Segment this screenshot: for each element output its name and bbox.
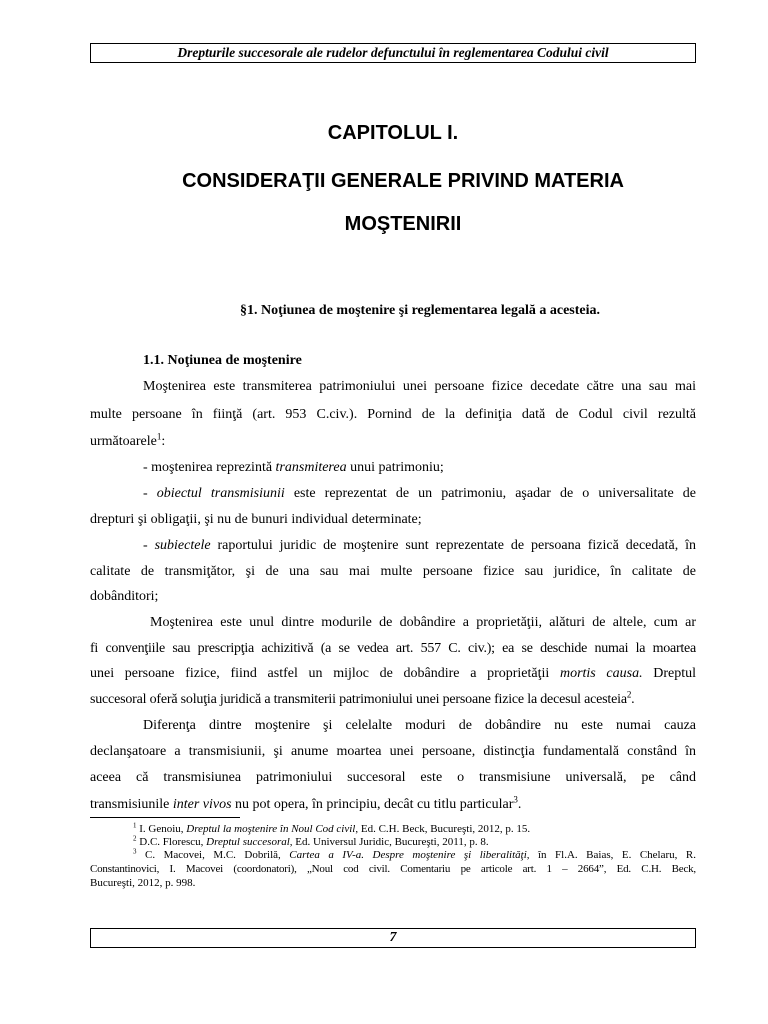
chapter-title-line2: MOŞTENIRII <box>344 213 462 235</box>
list-item: - subiectele raportului juridic de moştenire sunt reprezentate de persoana fizică decedată, în <box>143 538 696 553</box>
footnote-1: $^1$ I. Genoiu, Dreptul la moştenire în Noul Cod civil, Ed. C.H. Beck, Bucureşti, 2012, p. 15. <box>133 821 531 835</box>
list-item: - moştenirea reprezintă transmiterea unui patrimoniu; <box>143 460 444 475</box>
paragraph-line: fi convenţiile sau prescripţia achizitivă (a se vedea art. 557 C. civ.); ea se deschide numai la moartea <box>90 641 696 656</box>
paragraph-line: aceea că transmisiunea patrimoniului succesoral este o transmisiune universală, pe când <box>90 770 696 785</box>
list-item-continuation: drepturi şi obligaţii, şi nu de bunuri individual determinate; <box>90 512 422 527</box>
footnote-3: $^3$ C. Macovei, M.C. Dobrilă, Cartea a IV-a. Despre moştenire şi liberalităţi, în Fl.A. Baias, E. Chelaru, R. <box>133 847 696 861</box>
running-header: Drepturile succesorale ale rudelor defunctului în reglementarea Codului civil <box>90 43 696 63</box>
paragraph-line: declanşatoare a transmisiunii, şi anume moartea unei persoane, distincţia fundamentală constând în <box>90 744 696 759</box>
page-number: 7 <box>90 928 696 948</box>
paragraph-line: unei persoane fizice, fiind astfel un mijloc de dobândire a proprietăţii mortis causa. Dreptul <box>90 666 697 681</box>
list-item-continuation: dobânditori; <box>90 589 159 604</box>
list-item-continuation: calitate de transmiţător, şi de una sau mai multe persoane fizice sau juridice, în calitate de <box>90 564 696 579</box>
paragraph-line: transmisiunile inter vivos nu pot opera, în principiu, decât cu titlu particular$^3$. <box>90 794 522 812</box>
footnote-separator <box>90 817 240 818</box>
footnote-ref[interactable]: 1 <box>156 431 162 442</box>
paragraph-line: Diferenţa dintre moştenire şi celelalte moduri de dobândire nu este numai cauza <box>143 718 696 733</box>
footnote-ref[interactable]: 2 <box>626 689 632 700</box>
paragraph-line: succesoral oferă soluţia juridică a transmiterii patrimoniului unei persoane fizice la decesul acesteia$^2$. <box>90 689 635 707</box>
paragraph-line: multe persoane în fiinţă (art. 953 C.civ.). Pornind de la definiţia dată de Codul civil rezultă <box>90 407 696 422</box>
chapter-title-line1: CONSIDERAŢII GENERALE PRIVIND MATERIA <box>182 170 624 192</box>
list-item: - obiectul transmisiunii este reprezentat de un patrimoniu, aşadar de o universalitate de <box>143 486 696 501</box>
paragraph-line: următoarele$^1$: <box>90 431 166 449</box>
footnote-ref[interactable]: 3 <box>513 794 518 805</box>
footnote-3-continuation: Constantinovici, I. Macovei (coordonatori), „Noul cod civil. Comentariu pe articole art. 1 – 2664”, Ed. C.H. Beck, <box>90 863 696 875</box>
section-title: §1. Noţiunea de moştenire şi reglementarea legală a acesteia. <box>239 303 601 318</box>
paragraph-line: Moştenirea este transmiterea patrimoniului unei persoane fizice decedate către una sau mai <box>143 379 696 394</box>
footnote-3-continuation: Bucureşti, 2012, p. 998. <box>90 877 196 889</box>
paragraph-line: Moştenirea este unul dintre modurile de dobândire a proprietăţii, alături de altele, cum ar <box>150 615 696 630</box>
chapter-number: CAPITOLUL I. <box>327 122 459 144</box>
subsection-title: 1.1. Noţiunea de moştenire <box>143 353 302 368</box>
footnote-2: $^2$ D.C. Florescu, Dreptul succesoral, Ed. Universul Juridic, Bucureşti, 2011, p. 8. <box>133 834 489 848</box>
